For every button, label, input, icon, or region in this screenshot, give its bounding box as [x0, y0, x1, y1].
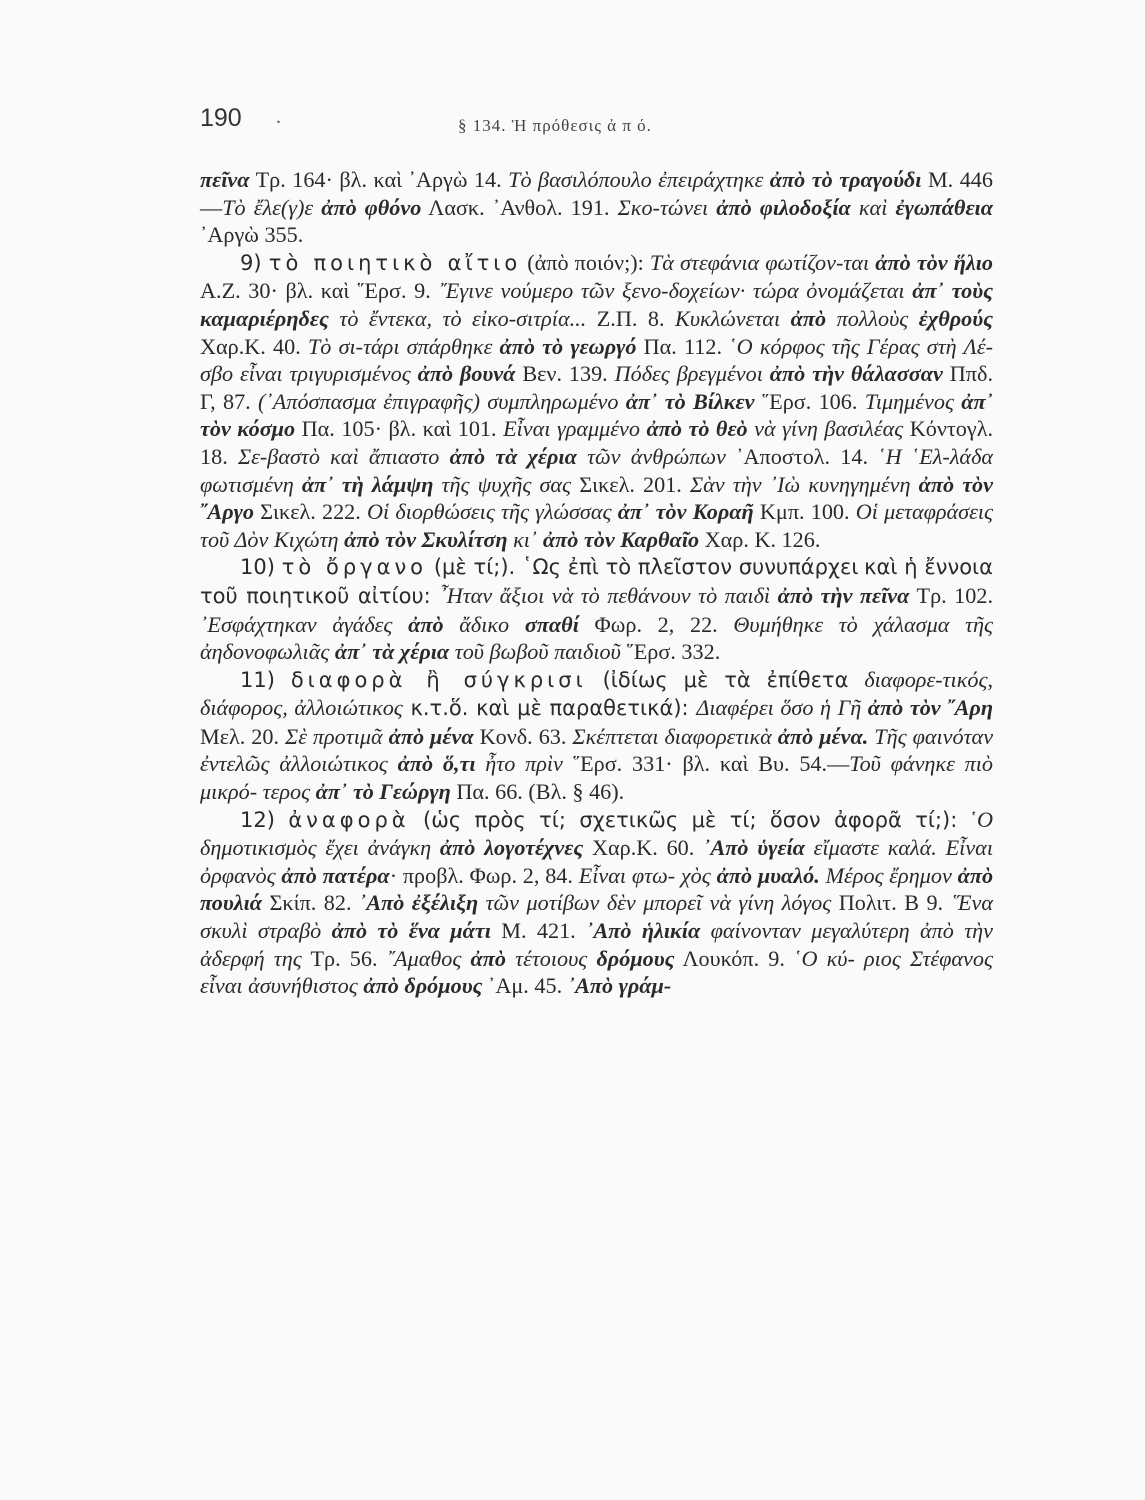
text-run: διαφορὰ ἢ σύγκρισι: [290, 667, 587, 692]
text-run: Μέρος ἔρημον: [819, 862, 958, 888]
paragraph-12-reference: [200, 806, 993, 1000]
text-run: ἀπὸ βουνά: [417, 361, 516, 387]
text-run: ἀπὸ πατέρα: [281, 862, 390, 888]
text-run: Χαρ.Κ. 40.: [200, 333, 308, 359]
text-run: ῞Ερσ. 106.: [754, 388, 865, 414]
text-run: τερος: [262, 779, 316, 805]
text-run: Σκο-: [617, 194, 660, 220]
text-run: ἀναφορὰ: [288, 807, 410, 832]
text-run: κ.τ.ὅ. καὶ μὲ παραθετικά):: [402, 696, 697, 721]
text-run: Λασκ. ᾿Ανθολ. 191.: [421, 194, 618, 220]
text-run: Πα. 112.: [636, 333, 730, 359]
text-run: τέτοιους: [506, 945, 597, 971]
text-run: ἀπὸ φθόνο: [321, 194, 422, 220]
text-run: νὰ γίνη βασιλέας: [747, 416, 904, 442]
text-run: Διαφέρει: [696, 695, 774, 721]
text-run: ἀπὸ τὸν ῎Αργο: [200, 471, 993, 525]
text-run: ἀδερφή της: [200, 945, 302, 971]
body-text: [200, 166, 993, 1000]
text-run: (μὲ τί;). ῾Ως ἐπὶ τὸ πλεῖστον συνυπάρχει: [427, 555, 859, 580]
text-run: · προβλ. Φωρ. 2, 84.: [389, 862, 579, 888]
text-run: ἄδικο: [443, 611, 525, 637]
page-number: 190: [200, 104, 242, 132]
text-run: (ὡς πρὸς τί; σχετικῶς μὲ τί; ὅσον ἀφορᾶ τί;):: [409, 807, 958, 832]
paragraph-10-instrument: [200, 553, 993, 665]
text-run: τώνει: [659, 194, 717, 220]
text-run: Ζ.Π. 8.: [586, 305, 676, 331]
text-run: ἀπ᾿ τὸν Κοραῆ: [617, 499, 754, 525]
text-run: καὶ: [850, 194, 896, 220]
text-run: Λουκόπ. 9.: [674, 945, 795, 971]
text-run: ἐχθρούς: [918, 305, 994, 331]
text-run: λάδα φωτισμένη: [200, 443, 994, 497]
text-run: κι᾿: [507, 526, 543, 552]
text-run: Τρ. 56.: [301, 945, 387, 971]
text-run: 10): [240, 555, 282, 580]
text-run: ῎Αμαθος: [386, 945, 471, 971]
text-run: ἦτο πρὶν: [475, 751, 563, 777]
text-run: δοχείων· τώρα ὀνομάζεται: [668, 278, 913, 304]
text-run: ἐγωπάθεια: [895, 194, 993, 220]
text-run: ῞Ερσ. 332.: [620, 639, 721, 665]
text-run: τῆς ψυχῆς σας: [433, 471, 572, 497]
text-run: Σὲ προτιμᾶ: [285, 723, 389, 749]
text-run: Α.Ζ. 30· βλ. καὶ ῞Ερσ. 9.: [200, 278, 439, 304]
text-run: Πα. 105· βλ. καὶ: [295, 416, 452, 442]
text-run: ῾Ο δημοτικισμὸς ἔχει ἀνάγκη: [200, 806, 993, 861]
header-dot: .: [276, 106, 281, 128]
text-run: Εἶναι φτω-: [578, 862, 676, 888]
text-run: ῾Ο κύ-: [794, 945, 855, 971]
text-run: Βεν. 139.: [515, 361, 615, 387]
text-run: ἀπ᾿ τὸ Βίλκεν: [625, 388, 755, 414]
text-run: Μ. 421.: [490, 918, 587, 944]
text-run: διαφορε-: [864, 666, 943, 692]
text-run: Τρ. 102.: [909, 582, 994, 608]
text-run: τάρι σπάρθηκε: [363, 333, 500, 359]
text-run: πολλοὺς: [826, 305, 919, 331]
text-run: σιτρία...: [516, 305, 587, 331]
text-run: Τὸ σι-: [307, 333, 364, 359]
text-run: Οἱ μεταφράσεις τοῦ Δὸν Κιχώτη: [200, 499, 994, 552]
text-run: Πόδες βρεγμένοι: [614, 361, 770, 387]
text-run: Σε-: [237, 443, 268, 469]
text-run: Τῆς φαινόταν ἐντελῶς ἀλλοιώτικος: [200, 723, 994, 777]
text-run: ᾿Απὸ ὑγεία: [703, 835, 805, 861]
text-run: ᾿Αμ. 45.: [482, 973, 568, 999]
text-run: Θυμήθηκε τὸ χάλασμα τῆς ἀηδονοφωλιᾶς: [200, 611, 993, 665]
page-header: [200, 104, 1000, 138]
text-run: Μελ. 20.: [200, 723, 286, 749]
text-run: ἀπὸ φιλοδοξία: [716, 194, 851, 220]
text-run: σπαθί: [524, 611, 579, 637]
text-run: ἀπὸ τὴν πεῖνα: [777, 582, 910, 608]
text-run: τῶν μοτίβων δὲν μπορεῖ νὰ γίνη λόγος: [485, 890, 832, 916]
text-run: Κυκλώνεται: [675, 305, 791, 331]
text-run: Εἶναι γραμμένο: [503, 416, 647, 442]
text-run: ῞Ενα σκυλὶ στραβὸ: [200, 890, 993, 944]
text-run: Οἱ διορθώσεις τῆς γλώσσας: [367, 499, 612, 525]
text-run: Κμπ. 100.: [753, 499, 856, 525]
text-run: καὶ ἡ ἔννοια τοῦ ποιητικοῦ αἰτίου:: [200, 555, 994, 608]
text-run: τὸ ὄργανο: [281, 555, 428, 580]
text-run: 101.: [457, 416, 504, 442]
paragraph-9-poietic-cause: [200, 249, 993, 554]
text-run: ἀπὸ τὸ ἕνα μάτι: [331, 918, 491, 944]
text-run: ἀπὸ μυαλό.: [716, 862, 820, 888]
text-run: Τὰ στεφάνια φωτίζον-: [649, 249, 844, 275]
text-run: (᾿Απόσπασμα ἐπιγραφῆς) συμπληρωμένο: [258, 388, 619, 414]
text-run: ἀπὸ τὸ γεωργό: [499, 333, 637, 359]
text-run: ἀπὸ: [769, 361, 806, 387]
text-run: 11): [240, 667, 291, 692]
text-run: 9): [240, 250, 269, 275]
text-run: ῾Ο κόρφος τῆς Γέρας στὴ Λέ-: [729, 333, 993, 359]
text-run: Φωρ. 2, 22.: [594, 611, 734, 637]
running-head: § 134. Ἡ πρόθεσις ἀ π ό.: [458, 116, 652, 135]
text-run: τὴν θάλασσαν: [812, 361, 943, 387]
text-run: ἀπ᾿ τὸ Γεώργη: [315, 779, 451, 805]
text-run: ᾿Αργὼ 355.: [200, 222, 304, 248]
text-run: ἀπ᾿ τὴ λάμψη: [301, 471, 434, 497]
text-run: ῞Ερσ. 331· βλ. καὶ Βυ. 54.—: [562, 751, 850, 777]
text-run: δρόμους: [596, 945, 675, 971]
text-run: Χαρ.Κ. 60.: [583, 835, 704, 861]
text-run: ῾Η ῾Ελ-: [878, 443, 950, 469]
text-run: Ππδ. Γ, 87.: [200, 361, 993, 414]
text-run: ῎Εγινε νούμερο τῶν ξενο-: [438, 278, 669, 304]
text-run: ἀπ᾿ τὸν κόσμο: [200, 388, 994, 442]
text-run: σβο εἶναι τριγυρισμένος: [200, 361, 418, 387]
text-run: Σικελ. 201.: [571, 471, 690, 497]
text-run: Εἶναι ὀρφανὸς: [200, 835, 993, 888]
text-run: Τὸ βασιλόπουλο ἐπειράχτηκε: [508, 167, 770, 192]
text-run: τὸ τραγούδι: [811, 167, 922, 192]
text-run: χὸς: [680, 862, 717, 888]
text-run: βαστὸ καὶ ἄπιαστο: [267, 443, 450, 469]
text-run: ἀπ᾿ τὰ χέρια: [334, 639, 450, 665]
text-run: (ἰδίως μὲ τὰ ἐπίθετα: [586, 667, 865, 692]
text-run: φαίνονταν μεγαλύτερη ἀπὸ τὴν: [700, 918, 994, 944]
text-run: ῏Ηταν ἄξιοι νὰ τὸ πεθάνουν τὸ: [439, 582, 718, 608]
text-run: Πα. 66. (Βλ. § 46).: [450, 779, 625, 805]
text-run: ἀπ᾿ τοὺς καμαριέρηδες: [200, 278, 993, 331]
text-run: ἀπὸ τὸ θεὸ: [646, 416, 748, 442]
text-run: Κονδ. 63.: [473, 723, 567, 749]
text-run: πεῖνα: [200, 167, 250, 192]
text-run: Τιμημένος: [864, 388, 962, 414]
text-run: τὸ ποιητικὸ αἴτιο: [268, 250, 522, 275]
text-run: τικός, διάφορος, ἀλλοιώτικος: [200, 666, 993, 721]
text-run: Σκυλίτση: [421, 526, 508, 552]
text-run: ἀπὸ: [790, 305, 827, 331]
text-run: ἀπὸ δρόμους: [363, 973, 483, 999]
text-run: ἀπὸ μένα.: [777, 723, 869, 749]
text-run: εἴμαστε καλά.: [813, 835, 946, 861]
text-run: ᾿Ιὼ κυνηγημένη: [769, 471, 919, 497]
text-run: Χαρ. Κ. 126.: [699, 526, 821, 552]
text-run: ὅσο ἡ Γῆ: [780, 695, 868, 721]
text-run: παιδὶ: [724, 582, 778, 608]
text-run: 12): [240, 807, 289, 832]
text-run: ἀπὸ τὸν: [344, 526, 416, 552]
text-run: τοῦ: [449, 639, 484, 665]
text-run: ἀπὸ πουλιά: [200, 862, 994, 916]
text-run: ἀπὸ: [470, 945, 506, 971]
text-run: Σκέπτεται διαφορετικὰ: [572, 723, 778, 749]
text-run: (ἀπὸ ποιόν;):: [521, 249, 650, 275]
text-run: τῶν ἀνθρώπων: [576, 443, 726, 469]
text-run: Μ. 446—: [200, 167, 993, 220]
text-run: ᾿Αποστολ. 14.: [725, 443, 879, 469]
text-run: Σὰν τὴν: [689, 471, 762, 497]
text-run: ἀπὸ τὸν ῎Αρη: [867, 695, 993, 721]
text-run: Σκίπ. 82.: [262, 890, 359, 916]
text-run: βωβοῦ παιδιοῦ: [489, 639, 621, 665]
text-run: Τρ. 164· βλ. καὶ ᾿Αργὼ 14.: [249, 167, 509, 192]
text-run: ἀπὸ τὸν ἥλιο: [875, 249, 993, 275]
text-run: ἀπὸ: [408, 611, 444, 637]
text-run: ᾿Απὸ ἐξέλιξη: [358, 890, 479, 916]
paragraph-11-difference: [200, 666, 993, 806]
text-run: Τοῦ φάνηκε πιὸ μικρό-: [200, 751, 993, 805]
text-run: ριος Στέφανος εἶναι ἀσυνήθιστος: [200, 945, 994, 999]
text-run: Τὸ ἔλε(γ)ε: [222, 194, 322, 220]
text-run: ἀπὸ τὸν Καρθαῖο: [542, 526, 700, 552]
text-run: τὸ ἔντεκα, τὸ εἰκο-: [328, 305, 517, 331]
text-run: ᾿Εσφάχτηκαν ἀγάδες: [200, 611, 409, 637]
text-run: ἀπὸ τὰ χέρια: [449, 443, 577, 469]
text-run: ᾿Απὸ ἡλικία: [586, 918, 701, 944]
text-run: ἀπὸ ὅ,τι: [397, 751, 476, 777]
text-run: ᾿Απὸ γράμ-: [567, 973, 672, 999]
text-run: ἀπὸ μένα: [388, 723, 474, 749]
text-run: Κόντογλ. 18.: [200, 416, 994, 469]
text-run: Πολιτ. Β 9.: [831, 890, 951, 916]
text-run: ἀπὸ λογοτέχνες: [439, 835, 584, 861]
text-run: Σικελ. 222.: [253, 499, 368, 525]
text-run: ἀπὸ: [769, 167, 806, 192]
paragraph-intro: [200, 166, 993, 249]
text-run: ται: [843, 249, 876, 275]
